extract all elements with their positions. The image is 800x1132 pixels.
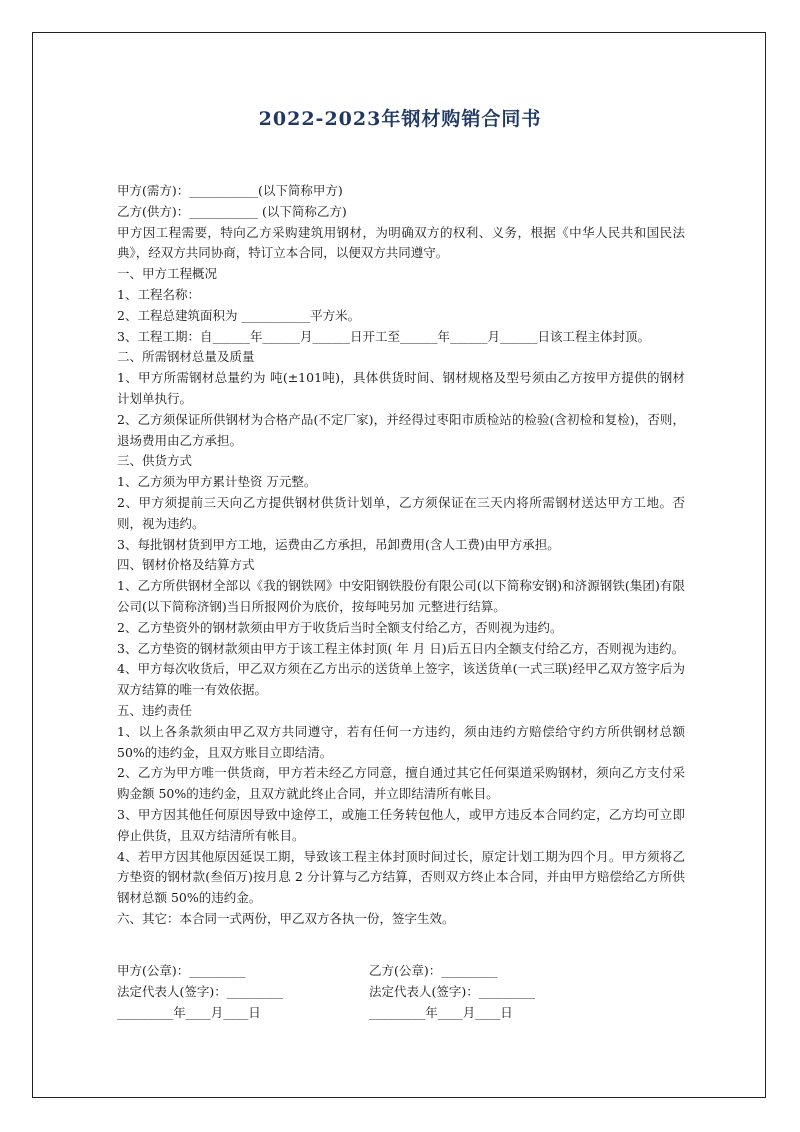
section-heading: 四、钢材价格及结算方式	[117, 557, 255, 573]
clause: 3、乙方垫资的钢材款须由甲方于该工程主体封顶( 年 月 日)后五日内全额支付给乙方，否则视为违约。	[117, 640, 685, 656]
preamble: 甲方因工程需要，特向乙方采购建筑用钢材，为明确双方的权利、义务，根据《中华人民共和国民法典》，经双方共同协商，特订立本合同，以便双方共同遵守。	[117, 224, 685, 261]
section-heading: 三、供货方式	[117, 453, 193, 469]
clause: 1、甲方所需钢材总量约为 吨(±101吨)，具体供货时间、钢材规格及型号须由乙方按甲方提供的钢材计划单执行。	[117, 370, 685, 406]
clause: 1、工程名称：	[117, 286, 200, 302]
section-heading: 一、甲方工程概况	[117, 266, 218, 282]
clause: 1、乙方所供钢材全部以《我的钢铁网》中安阳钢铁股份有限公司(以下简称安钢)和济源钢铁(集团)有限公司(以下简称济钢)当日所报网价为底价，按每吨另加 元整进行结算。	[117, 578, 685, 614]
party-b-date: _________年____月____日	[369, 1005, 513, 1020]
section-heading: 六、其它：本合同一式两份，甲乙双方各执一份，签字生效。	[117, 910, 455, 926]
clause: 1、乙方须为甲方累计垫资 万元整。	[117, 474, 317, 490]
clause: 3、每批钢材货到甲方工地，运费由乙方承担，吊卸费用(含人工费)由甲方承担。	[117, 536, 560, 552]
party-a-seal: 甲方(公章)：_________	[117, 963, 246, 978]
clause: 3、工程工期：自______年______月______日开工至______年______月______日该工程主体封顶。	[117, 328, 650, 344]
party-b-representative: 法定代表人(签字)：_________	[369, 984, 536, 999]
document-title: 2022-2023年钢材购销合同书	[258, 108, 542, 130]
party-b-line: 乙方(供方)：___________ (以下简称乙方)	[117, 203, 347, 219]
clause: 3、甲方因其他任何原因导致中途停工，或施工任务转包他人，或甲方违反本合同约定，乙方均可立即停止供货，且双方结清所有帐目。	[117, 806, 685, 843]
clause: 2、甲方须提前三天向乙方提供钢材供货计划单，乙方须保证在三天内将所需钢材送达甲方工地。否则，视为违约。	[117, 494, 685, 531]
clause: 2、乙方垫资外的钢材款须由甲方于收货后当时全额支付给乙方，否则视为违约。	[117, 619, 563, 635]
party-a-representative: 法定代表人(签字)：_________	[117, 984, 284, 999]
clause: 1、以上各条款须由甲乙双方共同遵守，若有任何一方违约，须由违约方赔偿给守约方所供钢材总额 50%的违约金，且双方账目立即结清。	[117, 723, 685, 760]
clause: 2、乙方须保证所供钢材为合格产品(不定厂家)，并经得过枣阳市质检站的检验(含初检和复检)，否则，退场费用由乙方承担。	[117, 411, 685, 448]
clause: 4、若甲方因其他原因延误工期，导致该工程主体封顶时间过长，原定计划工期为四个月。甲方须将乙方垫资的钢材款(叁佰万)按月息 2 分计算与乙方结算，否则双方终止本合同，并由甲方赔偿给乙方所供钢材总额 50%的违约金。	[117, 848, 685, 906]
section-heading: 二、所需钢材总量及质量	[117, 349, 255, 365]
clause: 2、乙方为甲方唯一供货商，甲方若未经乙方同意，擅自通过其它任何渠道采购钢材，须向乙方支付采购金额 50%的违约金，且双方就此终止合同，并立即结清所有帐目。	[117, 765, 685, 802]
section-heading: 五、违约责任	[117, 702, 193, 718]
clause: 2、工程总建筑面积为 ___________平方米。	[117, 307, 361, 323]
party-b-seal: 乙方(公章)：_________	[369, 963, 498, 978]
party-a-line: 甲方(需方)：___________(以下简称甲方)	[117, 183, 343, 198]
clause: 4、甲方每次收货后，甲乙双方须在乙方出示的送货单上签字，该送货单(一式三联)经甲乙双方签字后为双方结算的唯一有效依据。	[117, 661, 685, 698]
contract-body	[117, 181, 685, 930]
party-a-date: _________年____月____日	[117, 1005, 261, 1020]
